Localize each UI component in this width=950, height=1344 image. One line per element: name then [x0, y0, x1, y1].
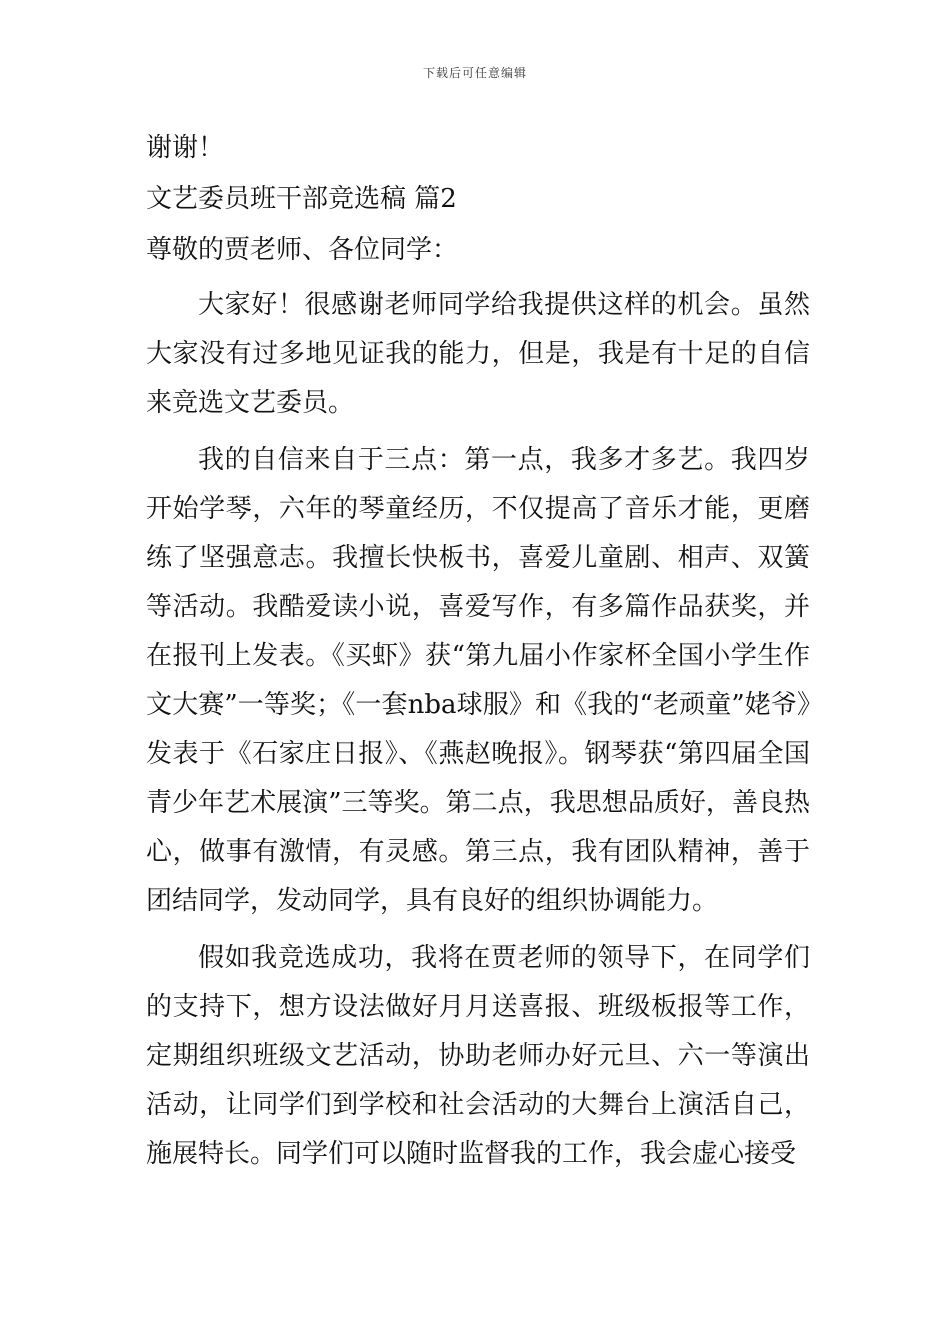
paragraph-2: 我的自信来自于三点：第一点，我多才多艺。我四岁开始学琴，六年的琴童经历，不仅提高了音乐才能，更磨练了坚强意志。我擅长快板书，喜爱儿童剧、相声、双簧等活动。我酷爱读小说，喜爱写作，有多篇作品获奖，并在报刊上发表。《买虾》获“第九届小作家杯全国小学生作文大赛”一等奖；《一套nba球服》和《我的“老顽童”姥爷》发表于《石家庄日报》、《燕赵晚报》。钢琴获“第四届全国青少年艺术展演”三等奖。第二点，我思想品质好，善良热心，做事有激情，有灵感。第三点，我有团队精神，善于团结同学，发动同学，具有良好的组织协调能力。 — [146, 445, 810, 916]
section-heading: 文艺委员班干部竞选稿 篇2 — [146, 184, 457, 214]
paragraph-3: 假如我竞选成功，我将在贾老师的领导下，在同学们的支持下，想方设法做好月月送喜报、班级板报等工作，定期组织班级文艺活动，协助老师办好元旦、六一等演出活动，让同学们到学校和社会活动的大舞台上演活自己，施展特长。同学们可以随时监督我的工作，我会虚心接受 — [146, 943, 810, 1169]
salutation: 尊敬的贾老师、各位同学： — [146, 235, 459, 265]
paragraph-1: 大家好！很感谢老师同学给我提供这样的机会。虽然大家没有过多地见证我的能力，但是，我是有十足的自信来竞选文艺委员。 — [146, 290, 810, 418]
page-header: 下载后可任意编辑 — [422, 66, 527, 80]
document-body — [146, 128, 810, 1187]
closing-text: 谢谢！ — [146, 133, 225, 163]
